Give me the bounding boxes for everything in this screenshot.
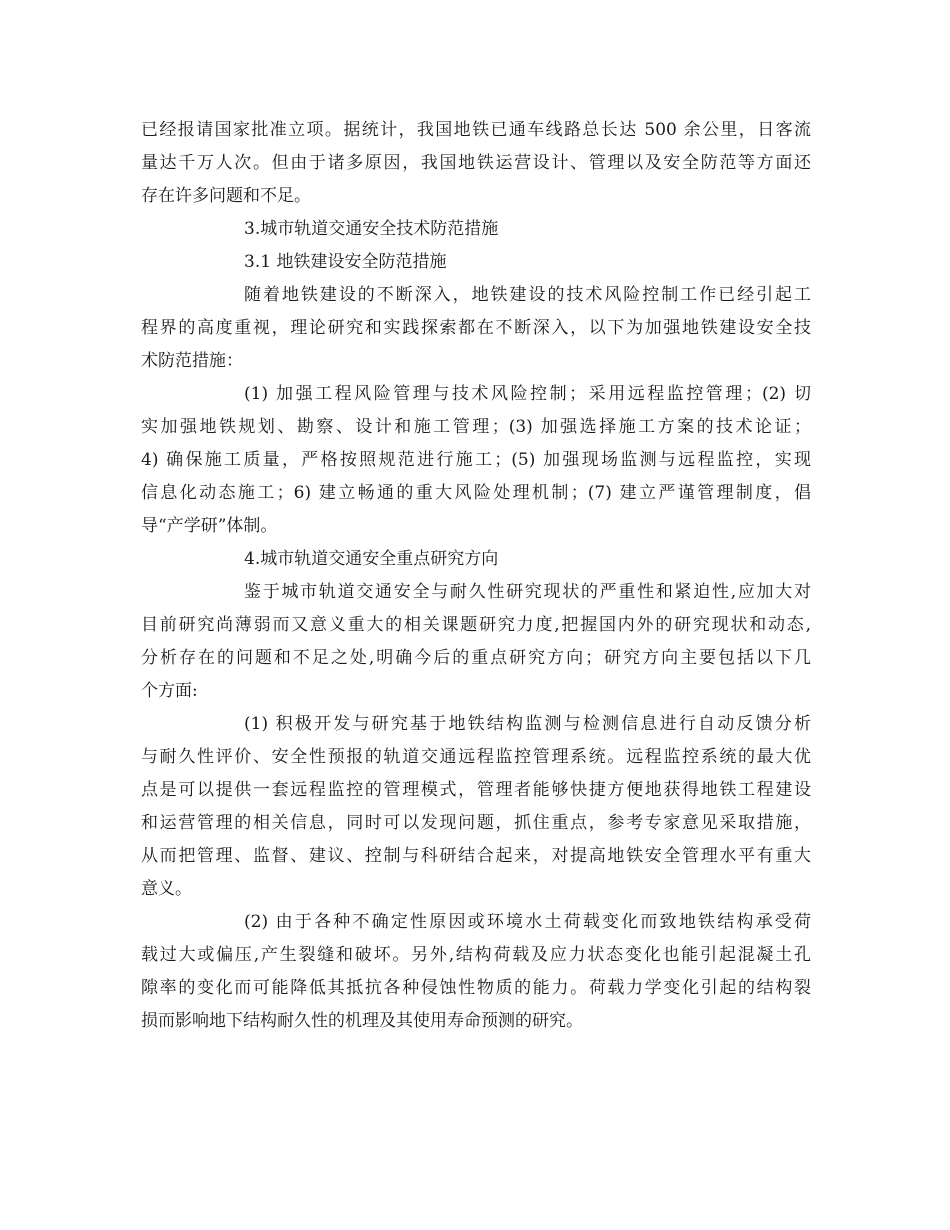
- text-line: 与耐久性评价、安全性预报的轨道交通远程监控管理系统。远程监控系统的最大优: [141, 747, 811, 767]
- text-line: 4) 确保施工质量，严格按照规范进行施工；(5) 加强现场监测与远程监控，实现: [141, 450, 811, 470]
- text-line: 3.城市轨道交通安全技术防范措施: [244, 219, 499, 239]
- text-line: 量达千万人次。但由于诸多原因，我国地铁运营设计、管理以及安全防范等方面还: [141, 153, 811, 173]
- text-line: 分析存在的问题和不足之处,明确今后的重点研究方向；研究方向主要包括以下几: [141, 648, 811, 668]
- text-line: 4.城市轨道交通安全重点研究方向: [244, 549, 499, 569]
- text-line: 存在许多问题和不足。: [141, 186, 311, 206]
- text-line: (2) 由于各种不确定性原因或环境水土荷载变化而致地铁结构承受荷: [244, 912, 811, 932]
- text-line: 实加强地铁规划、勘察、设计和施工管理；(3) 加强选择施工方案的技术论证；: [141, 417, 811, 437]
- text-line: 随着地铁建设的不断深入，地铁建设的技术风险控制工作已经引起工: [244, 285, 811, 305]
- text-line: 和运营管理的相关信息，同时可以发现问题，抓住重点，参考专家意见采取措施，: [141, 813, 811, 833]
- text-line: 3.1 地铁建设安全防范措施: [244, 252, 447, 272]
- body-text: [141, 114, 811, 1038]
- text-line: 术防范措施：: [141, 351, 243, 371]
- text-line: 意义。: [141, 879, 192, 899]
- text-line: 点是可以提供一套远程监控的管理模式，管理者能够快捷方便地获得地铁工程建设: [141, 780, 811, 800]
- text-line: 鉴于城市轨道交通安全与耐久性研究现状的严重性和紧迫性,应加大对: [244, 582, 811, 602]
- text-line: (1) 加强工程风险管理与技术风险控制；采用远程监控管理；(2) 切: [244, 384, 811, 404]
- text-line: 信息化动态施工；6) 建立畅通的重大风险处理机制；(7) 建立严谨管理制度，倡: [141, 483, 811, 503]
- text-line: 已经报请国家批准立项。据统计，我国地铁已通车线路总长达 500 余公里，日客流: [141, 120, 811, 140]
- text-line: 程界的高度重视，理论研究和实践探索都在不断深入，以下为加强地铁建设安全技: [141, 318, 811, 338]
- text-line: (1) 积极开发与研究基于地铁结构监测与检测信息进行自动反馈分析: [244, 714, 811, 734]
- text-line: 损而影响地下结构耐久性的机理及其使用寿命预测的研究。: [141, 1011, 583, 1031]
- text-line: 个方面:: [141, 681, 198, 701]
- text-line: 导“产学研”体制。: [141, 516, 278, 536]
- text-line: 目前研究尚薄弱而又意义重大的相关课题研究力度,把握国内外的研究现状和动态,: [141, 615, 811, 635]
- text-line: 载过大或偏压,产生裂缝和破坏。另外,结构荷载及应力状态变化也能引起混凝土孔: [141, 945, 811, 965]
- text-line: 从而把管理、监督、建议、控制与科研结合起来，对提高地铁安全管理水平有重大: [141, 846, 811, 866]
- text-line: 隙率的变化而可能降低其抵抗各种侵蚀性物质的能力。荷载力学变化引起的结构裂: [141, 978, 811, 998]
